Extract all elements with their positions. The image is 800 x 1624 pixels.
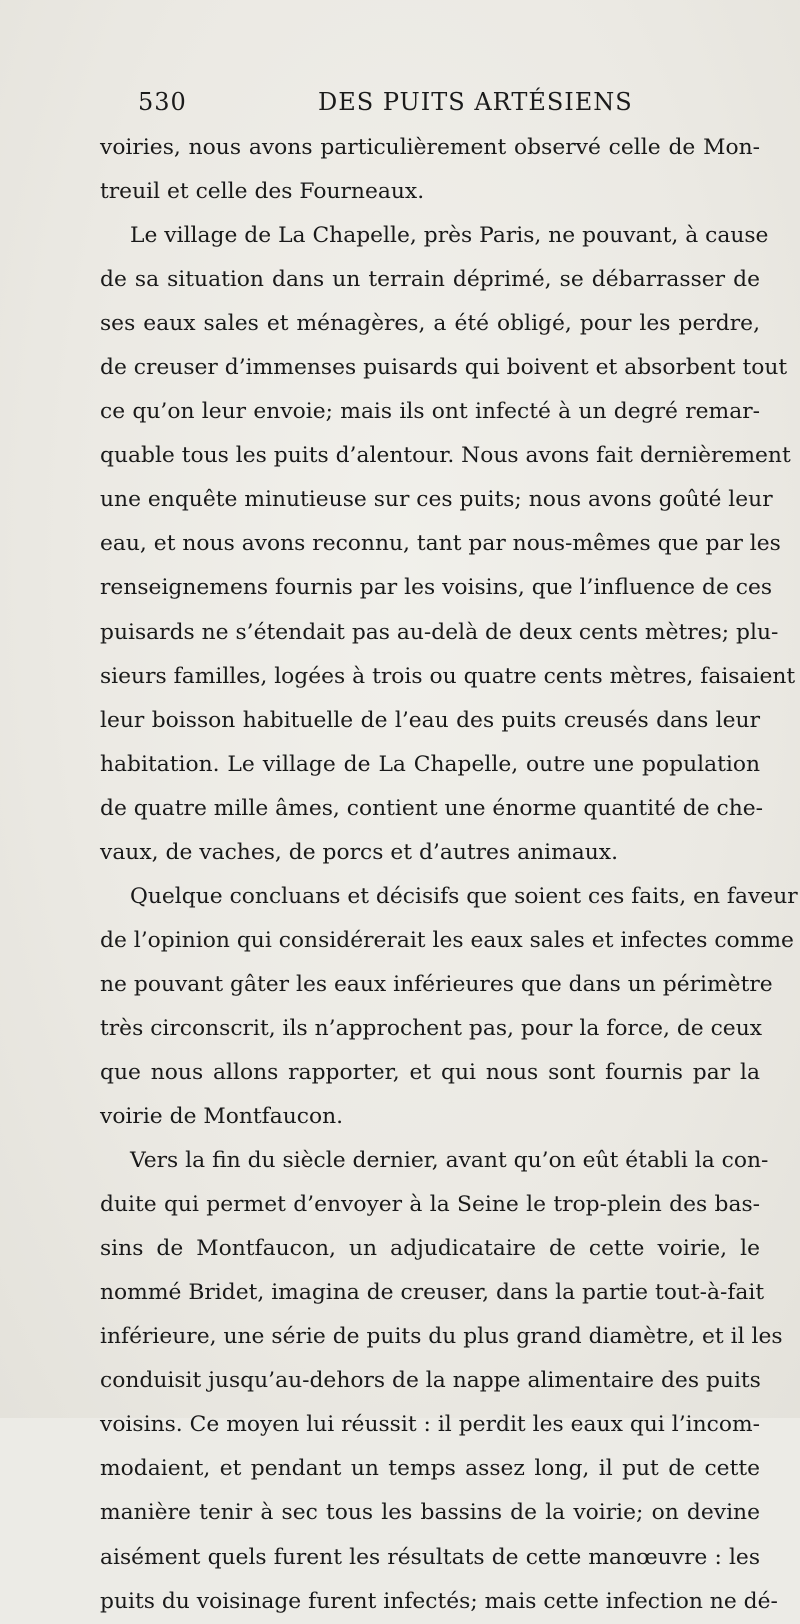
text-line: nommé Bridet, imagina de creuser, dans la partie tout-à-fait (100, 1280, 765, 1306)
text-line: duite qui permet d’envoyer à la Seine le trop-plein des bas- (100, 1192, 760, 1218)
text-line: puisards ne s’étendait pas au-delà de deux cents mètres; plu- (100, 619, 779, 645)
text-line: modaient, et pendant un temps assez long, il put de cette (100, 1456, 760, 1482)
text-line: voiries, nous avons particulièrement observé celle de Mon- (100, 135, 760, 160)
text-line: de quatre mille âmes, contient une énorme quantité de che- (100, 795, 764, 821)
page-number: 530 (138, 88, 187, 116)
body-text (100, 126, 798, 1624)
text-line: ne pouvant gâter les eaux inférieures que dans un périmètre (100, 971, 773, 997)
text-line: de l’opinion qui considérerait les eaux sales et infectes comme (100, 927, 794, 953)
text-line: manière tenir à sec tous les bassins de la voirie; on devine (100, 1500, 760, 1526)
text-line: de sa situation dans un terrain déprimé, se débarrasser de (100, 267, 760, 293)
text-line: puits du voisinage furent infectés; mais cette infection ne dé- (100, 1588, 778, 1614)
text-line: ses eaux sales et ménagères, a été obligé, pour les perdre, (100, 311, 760, 337)
text-line: Le village de La Chapelle, près Paris, ne pouvant, à cause (130, 223, 769, 249)
text-line: conduisit jusqu’au-dehors de la nappe alimentaire des puits (100, 1368, 761, 1394)
text-line: sins de Montfaucon, un adjudicataire de cette voirie, le (100, 1236, 760, 1262)
text-line: sieurs familles, logées à trois ou quatre cents mètres, faisaient (100, 663, 796, 689)
text-line: que nous allons rapporter, et qui nous sont fournis par la (100, 1059, 760, 1085)
text-line: aisément quels furent les résultats de cette manœuvre : les (100, 1544, 760, 1570)
text-line: voisins. Ce moyen lui réussit : il perdit les eaux qui l’incom- (100, 1412, 760, 1438)
text-line: voirie de Montfaucon. (100, 1104, 344, 1130)
text-line: ce qu’on leur envoie; mais ils ont infecté à un degré remar- (100, 399, 760, 425)
text-line: Vers la fin du siècle dernier, avant qu’on eût établi la con- (130, 1148, 769, 1174)
text-line: leur boisson habituelle de l’eau des puits creusés dans leur (100, 707, 760, 733)
text-line: renseignemens fournis par les voisins, que l’influence de ces (100, 575, 773, 601)
text-line: Quelque concluans et décisifs que soient ces faits, en faveur (130, 883, 798, 909)
text-line: eau, et nous avons reconnu, tant par nous-mêmes que par les (100, 531, 781, 557)
text-line: très circonscrit, ils n’approchent pas, pour la force, de ceux (100, 1015, 763, 1041)
text-line: inférieure, une série de puits du plus grand diamètre, et il les (100, 1324, 783, 1350)
running-title: DES PUITS ARTÉSIENS (318, 88, 633, 116)
text-line: treuil et celle des Fourneaux. (100, 179, 425, 205)
text-line: quable tous les puits d’alentour. Nous avons fait dernièrement (100, 443, 791, 469)
text-line: vaux, de vaches, de porcs et d’autres animaux. (100, 839, 618, 865)
text-line: une enquête minutieuse sur ces puits; nous avons goûté leur (100, 487, 773, 513)
page-header (138, 88, 658, 124)
text-line: habitation. Le village de La Chapelle, outre une population (100, 751, 760, 777)
text-line: de creuser d’immenses puisards qui boivent et absorbent tout (100, 355, 788, 381)
